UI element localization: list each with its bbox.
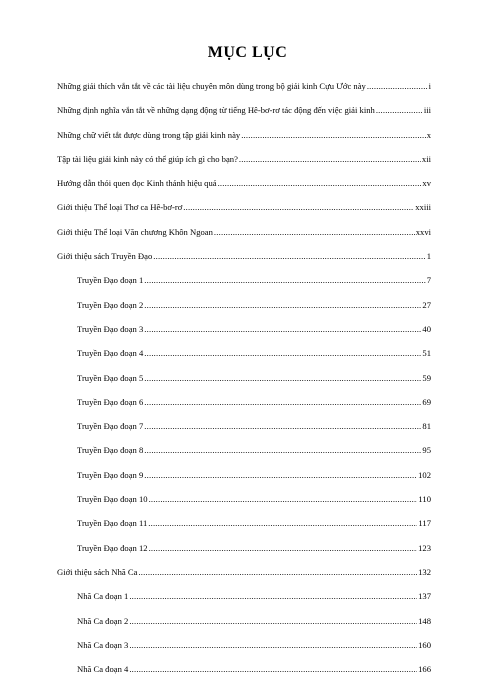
- dot-leader: [129, 639, 417, 651]
- toc-entry[interactable]: [57, 104, 431, 128]
- toc-entry-page: 59: [422, 372, 431, 383]
- toc-entry-page: 7: [426, 275, 431, 286]
- toc-entry-page: xii: [421, 153, 431, 164]
- toc-entry[interactable]: [57, 420, 431, 444]
- toc-entry-page: i: [428, 81, 431, 91]
- toc-entry-label: Truyền Đạo đoạn 1: [77, 275, 144, 286]
- toc-entry-label: Nhã Ca đoạn 2: [77, 615, 129, 626]
- toc-entry[interactable]: [57, 444, 431, 468]
- dot-leader: [144, 396, 421, 408]
- toc-entry-label: Truyền Đạo đoạn 7: [77, 421, 144, 432]
- toc-entry[interactable]: [57, 372, 431, 396]
- dot-leader: [241, 129, 426, 141]
- toc-entry[interactable]: [57, 201, 431, 225]
- toc-entry-page: 40: [422, 323, 431, 334]
- toc-entry[interactable]: [57, 566, 431, 590]
- toc-entry[interactable]: [57, 517, 431, 541]
- toc-entry-label: Nhã Ca đoạn 4: [77, 664, 129, 675]
- toc-entry-page: 27: [422, 299, 431, 310]
- toc-entry-label: Truyền Đạo đoạn 10: [77, 494, 148, 505]
- toc-entry-page: 132: [418, 566, 431, 577]
- toc-entry[interactable]: [57, 129, 431, 153]
- toc-entry[interactable]: [57, 153, 431, 177]
- toc-entry[interactable]: [57, 615, 431, 639]
- toc-entry-label: Truyền Đạo đoạn 11: [77, 518, 148, 529]
- toc-entry-page: 95: [422, 445, 431, 456]
- toc-entry-label: Giới thiệu sách Truyền Đạo: [57, 251, 153, 262]
- toc-entry-label: Truyền Đạo đoạn 6: [77, 396, 144, 407]
- toc-entry-label: Những chữ viết tắt được dùng trong tập giải kinh này: [57, 129, 241, 140]
- toc-entry[interactable]: [57, 323, 431, 347]
- toc-entry-label: Truyền Đạo đoạn 12: [77, 542, 148, 553]
- toc-entry-label: Nhã Ca đoạn 1: [77, 591, 129, 602]
- dot-leader: [183, 201, 414, 213]
- toc-entry[interactable]: [57, 274, 431, 298]
- toc-entry-page: 102: [418, 469, 431, 480]
- toc-entry[interactable]: [57, 347, 431, 371]
- dot-leader: [144, 299, 421, 311]
- toc-entry-label: Giới thiệu Thể loại Thơ ca Hê-bơ-rơ: [57, 202, 183, 213]
- toc-entry-label: Truyền Đạo đoạn 4: [77, 348, 144, 359]
- dot-leader: [138, 566, 417, 578]
- dot-leader: [367, 80, 428, 92]
- toc-entry-page: x: [426, 129, 431, 140]
- dot-leader: [144, 420, 421, 432]
- toc-entry[interactable]: [57, 80, 431, 104]
- dot-leader: [129, 615, 417, 627]
- toc-entry[interactable]: [57, 177, 431, 201]
- toc-entry-page: xxiii: [415, 202, 431, 213]
- dot-leader: [149, 542, 418, 554]
- table-of-contents: [57, 80, 431, 687]
- toc-entry-page: 148: [418, 615, 431, 626]
- toc-entry[interactable]: [57, 250, 431, 274]
- toc-entry-page: 81: [422, 421, 431, 432]
- toc-entry[interactable]: [57, 226, 431, 250]
- toc-entry-label: Giới thiệu sách Nhã Ca: [57, 566, 138, 577]
- toc-entry-page: 137: [418, 591, 431, 602]
- toc-entry-label: Tập tài liệu giải kinh này có thể giúp ích gì cho bạn?: [57, 153, 238, 164]
- toc-entry-page: 51: [422, 348, 431, 359]
- dot-leader: [144, 469, 417, 481]
- toc-entry-label: Nhã Ca đoạn 3: [77, 639, 129, 650]
- toc-entry-label: Những định nghĩa vắn tắt về những dạng động từ tiếng Hê-bơ-rơ tác động đến việc giải kinh: [57, 105, 375, 116]
- toc-entry-label: Hướng dẫn thói quen đọc Kinh thánh hiệu quả: [57, 178, 217, 189]
- toc-entry-page: xv: [422, 178, 431, 189]
- toc-entry[interactable]: [57, 639, 431, 663]
- toc-entry[interactable]: [57, 493, 431, 517]
- toc-entry-label: Truyền Đạo đoạn 9: [77, 469, 144, 480]
- toc-entry[interactable]: [57, 590, 431, 614]
- dot-leader: [239, 153, 421, 165]
- page-title: MỤC LỤC: [207, 44, 288, 61]
- dot-leader: [144, 323, 421, 335]
- toc-entry-page: 69: [422, 396, 431, 407]
- dot-leader: [144, 347, 421, 359]
- dot-leader: [149, 493, 418, 505]
- dot-leader: [144, 372, 421, 384]
- toc-entry-page: 117: [418, 518, 431, 529]
- toc-entry-page: 123: [418, 542, 431, 553]
- toc-entry[interactable]: [57, 542, 431, 566]
- dot-leader: [376, 104, 423, 116]
- toc-entry-page: 166: [418, 664, 431, 675]
- toc-entry-label: Truyền Đạo đoạn 8: [77, 445, 144, 456]
- dot-leader: [129, 663, 417, 675]
- toc-entry-label: Giới thiệu Thể loại Văn chương Khôn Ngoan: [57, 226, 213, 237]
- toc-entry-page: 110: [418, 494, 431, 505]
- toc-entry-page: iii: [423, 105, 431, 116]
- toc-entry[interactable]: [57, 469, 431, 493]
- dot-leader: [144, 274, 425, 286]
- dot-leader: [214, 226, 415, 238]
- toc-entry-label: Truyền Đạo đoạn 2: [77, 299, 144, 310]
- toc-entry-label: Truyền Đạo đoạn 3: [77, 323, 144, 334]
- toc-entry-label: Truyền Đạo đoạn 5: [77, 372, 144, 383]
- toc-entry[interactable]: [57, 299, 431, 323]
- toc-entry-page: 1: [426, 251, 431, 262]
- toc-entry[interactable]: [57, 396, 431, 420]
- toc-entry-label: Những giải thích vắn tắt về các tài liệu chuyên môn dùng trong bộ giải kinh Cựu Ước này: [57, 81, 366, 91]
- dot-leader: [148, 517, 417, 529]
- dot-leader: [144, 444, 421, 456]
- toc-entry[interactable]: [57, 663, 431, 687]
- dot-leader: [153, 250, 425, 262]
- dot-leader: [218, 177, 422, 189]
- toc-entry-page: xxvi: [415, 226, 431, 237]
- toc-entry-page: 160: [418, 639, 431, 650]
- dot-leader: [129, 590, 417, 602]
